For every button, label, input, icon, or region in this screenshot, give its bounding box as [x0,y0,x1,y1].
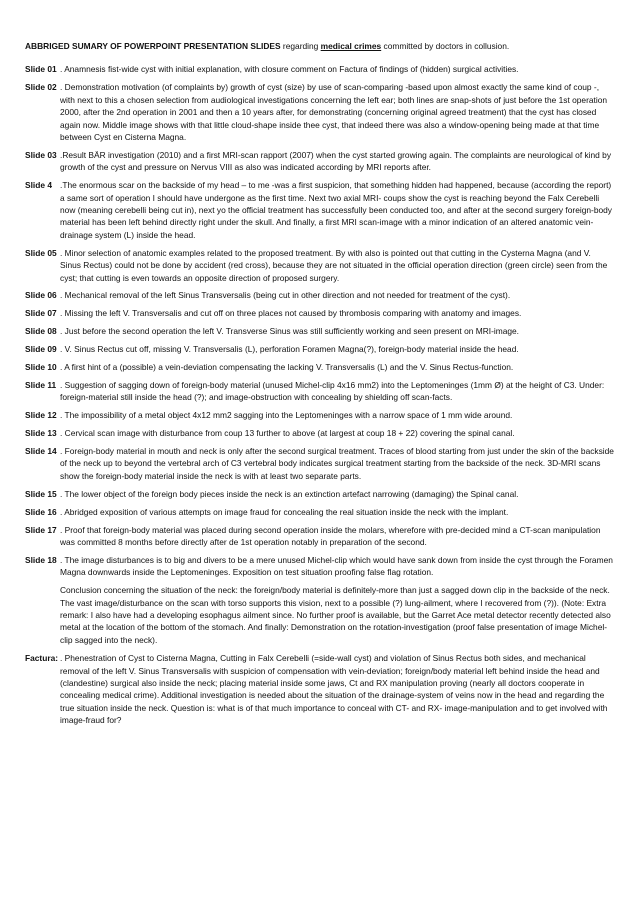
slide-label: Slide 01 [25,64,57,75]
slide-label: Slide 14 [25,446,57,457]
slide-entry [25,427,614,439]
document-heading [25,40,614,52]
slide-entry [25,325,614,337]
factura-entry [25,652,614,726]
slide-entry [25,506,614,518]
slide-label: Slide 13 [25,428,57,439]
slide-entry [25,379,614,404]
slide-text: . Missing the left V. Transversalis and cut off on three places not caused by thrombosis comparing with anatomy and images. [60,308,522,319]
slide-entry [25,343,614,355]
slide-entry [25,409,614,421]
slide-label: Slide 11 [25,379,57,390]
slide-text: . Cervical scan image with disturbance from coup 13 further to above (at largest at coup 18 + 22) covering the spinal canal. [60,428,515,439]
slide-text: . The impossibility of a metal object 4x12 mm2 sagging into the Leptomeninges with a narrow space of 1 mm wide around. [60,410,513,421]
slide-label: Slide 10 [25,362,57,373]
slide-entry [25,63,614,75]
conclusion-paragraph: Conclusion concerning the situation of the neck: the foreign/body material is definitely-more than just a sagged down clip in the backside of the neck. The vast image/disturbance on the scan with torso supports this vision, next to a possible (?) lung-ailment, where I recovered from (?)). (Note: Extra remark: I also have had a developing esophagus ailment since. No further proof is available, but the Garret Ace metal detector recently detected also metal at the location of the bottom of the stomach. And finally: Demonstration on the rotation-investigation (proof false presentation of image Michel-clip sagged into the neck). [60,585,611,645]
slide-entry [25,554,614,579]
heading-bold: ABBRIGED SUMARY OF POWERPOINT PRESENTATION SLIDES [25,41,281,51]
slide-label: Slide 02 [25,82,57,93]
slide-list [25,63,614,578]
heading-tail: committed by doctors in collusion. [381,41,510,51]
factura-text: . Phenestration of Cyst to Cisterna Magna, Cutting in Falx Cerebelli (=side-wall cyst) and violation of Sinus Rectus both sides, and mechanical removal of the left V. Sinus Transversalis with suspicion of compensation with vein-deviation; foreign/body material left behind inside the head and (clandestine) surgical also inside the neck; placing material inside some jaws, Ct and RX manipulation proving (nearly all doctors cooperate in concealing medical crime). Additional investigation is needed about the situation of the drainage-system of veins now in the head and regarding the true situation inside the neck. Question is: what is of that much importance to conceal with CT- and RX- image-manipulation and to get involved with image-fraud for? [60,653,608,726]
slide-entry [25,81,614,143]
slide-text: . Suggestion of sagging down of foreign-body material (unused Michel-clip 4x16 mm2) into the Leptomeninges (1mm Ø) at the height of C3. Under: foreign-material still inside the head (?); and image-obstruction with concealing by shielding off scan-facts. [60,379,605,403]
slide-label: Slide 06 [25,290,57,301]
factura-label: Factura: [25,653,59,664]
slide-label: Slide 03 [25,149,57,160]
slide-text: . The image disturbances is to big and divers to be a mere unused Michel-clip which would have sank down from inside the cyst through the Foramen Magna downwards inside the Leptomeninges. Exposition on test situation proofing false flag rotation. [60,554,613,578]
slide-text: . Proof that foreign-body material was placed during second operation inside the molars, wherefore with pre-decided mind a CT-scan manipulation was committed 8 months before directly after de 1st operation notably in preparation of the second. [60,524,601,547]
slide-entry [25,149,614,174]
slide-text: . Demonstration motivation (of complaints by) growth of cyst (size) by use of scan-comparing -based upon almost exactly the same kind of coup -, with next to this a chosen selection from audiological investigations concerning the left ear; both lines are snap-shots of just before the 1st operation 2000, after the 2nd operation in 2001 and then a 10 years after, for demonstrating (concerning original agreed treatment) that the cyst has closed again now. Middle image shows with that little cloud-shape inside thee cyst, that indeed there was also a window-opening being made at that time between Cyst en Cisterna Magna. [60,82,608,142]
slide-text: . Abridged exposition of various attempts on image fraud for concealing the real situation inside the neck with the implant. [60,506,509,517]
heading-underlined: medical crimes [320,41,382,51]
slide-text: . Just before the second operation the left V. Transverse Sinus was still sufficiently working and seen present on MRI-image. [60,326,520,337]
slide-text: .The enormous scar on the backside of my head – to me -was a first suspicion, that something hidden had happened, because (according the report) a same sort of operation I should have undergone as the first time. Next two axial MRI- coups show the cyst is reaching beyond the Falx Cerebelli now (meaning cerebelli being cut in), next yo the official treatment has successfully been conducted too, and after at the second surgery foreign-body material has been left behind directly right under the skull. And finally, a first MRI scan-image with a minor indication of an altered anatomic vein-drainage system (L) inside the head. [60,180,612,240]
slide-entry [25,307,614,319]
slide-label: Slide 16 [25,506,57,517]
slide-entry [25,289,614,301]
slide-entry [25,445,614,482]
slide-text: . Mechanical removal of the left Sinus Transversalis (being cut in other direction and not needed for treatment of the cyst). [60,290,511,301]
slide-label: Slide 08 [25,326,57,337]
slide-entry [25,524,614,549]
slide-entry [25,247,614,284]
slide-text: . A first hint of a (possible) a vein-deviation compensating the lacking V. Transversalis (L) and the V. Sinus Rectus-function. [60,362,514,373]
slide-label: Slide 17 [25,524,57,535]
slide-label: Slide 12 [25,410,57,421]
slide-entry [25,179,614,241]
slide-label: Slide 07 [25,308,57,319]
slide-text: . V. Sinus Rectus cut off, missing V. Transversalis (L), perforation Foramen Magna(?), foreign-body material inside the head. [60,344,519,355]
slide-label: Slide 05 [25,247,57,258]
slide-text: . Minor selection of anatomic examples related to the proposed treatment. By with also is pointed out that cutting in the Cysterna Magna (and V. Sinus Rectus) could not be done by accident (red cross), because they are not situated in the official operation direction (green circle) seen from the cyst; that cutting is even towards an opposite direction of proposed surgery. [60,247,608,283]
slide-entry [25,361,614,373]
slide-entry [25,488,614,500]
slide-text: . Anamnesis fist-wide cyst with initial explanation, with closure comment on Factura of findings of (hidden) surgical activities. [60,64,519,75]
slide-text: . The lower object of the foreign body pieces inside the neck is an extinction artefact narrowing (damaging) the Spinal canal. [60,488,519,499]
slide-label: Slide 4 [25,180,52,191]
slide-label: Slide 18 [25,554,57,565]
slide-text: .Result BÄR investigation (2010) and a first MRI-scan rapport (2007) when the cyst started growing again. The complaints are neurological of kind by growth of the cyst and pressure on Nervus VIII as also was indicated according by MRI reports after. [60,149,612,173]
slide-text: . Foreign-body material in mouth and neck is only after the second surgical treatment. Traces of blood starting from just under the skin of the backside of the neck up to beyond the vertebral arch of C3 vertebral body indicates surgical treatment starting from the backside of the neck. 3D-MRI scans show the foreign-body material inside the neck is with at least two separate parts. [60,446,614,481]
slide-label: Slide 15 [25,488,57,499]
slide-label: Slide 09 [25,344,57,355]
heading-mid: regarding [280,41,321,51]
